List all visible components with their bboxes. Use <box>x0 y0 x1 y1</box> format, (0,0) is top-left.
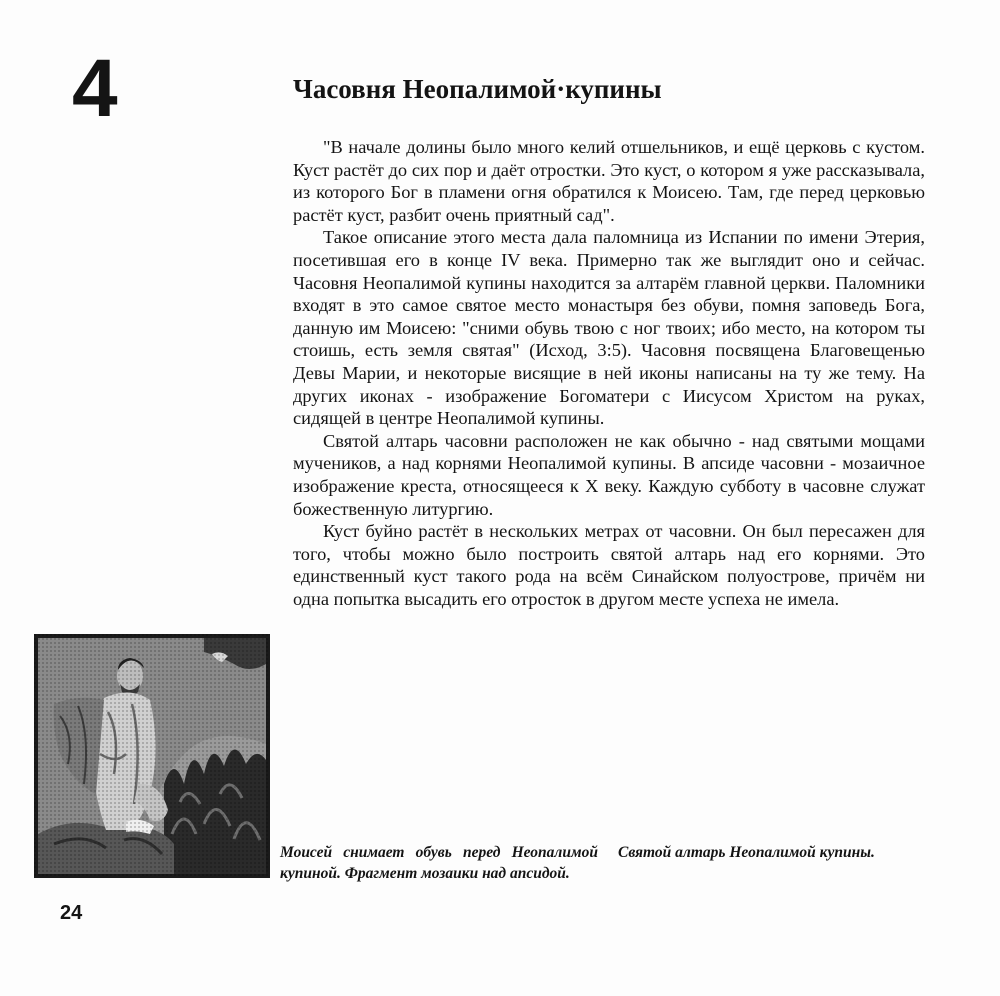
chapter-title: Часовня Неопалимой·купины <box>293 74 662 104</box>
article-body <box>293 136 925 610</box>
paragraph-altar: Святой алтарь часовни расположен не как обычно - над святыми мощами мучеников, а над корнями Неопалимой купины. В апсиде часовни - мозаичное изображение креста, относящееся к X веку. Каждую субботу в часовне служат божественную литургию. <box>293 430 925 519</box>
paragraph-quote: "В начале долины было много келий отшельников, и ещё церковь с кустом. Куст растёт до сих пор и даёт отростки. Это куст, о котором я уже рассказывала, из которого Бог в пламени огня обратился к Моисею. Там, где перед церковью растёт куст, разбит очень приятный сад". <box>293 137 925 225</box>
moses-mosaic-image <box>34 634 270 878</box>
mosaic-caption: Моисей снимает обувь перед Неопалимой купиной. Фрагмент мозаики над апсидой. <box>280 844 598 882</box>
paragraph-bush: Куст буйно растёт в нескольких метрах от часовни. Он был пересажен для того, чтобы можно было построить святой алтарь над его корнями. Это единственный куст такого рода на всём Синайском полуострове, причём ни одна попытка высадить его отросток в другом месте успеха не имела. <box>293 521 925 609</box>
chapter-number: 4 <box>72 43 116 134</box>
page-number: 24 <box>60 902 83 924</box>
altar-caption: Святой алтарь Неопалимой купины. <box>618 844 875 861</box>
paragraph-description: Такое описание этого места дала паломница из Испании по имени Этерия, посетившая его в конце IV века. Примерно так же выглядит оно и сейчас. Часовня Неопалимой купины находится за алтарём главной церкви. Паломники входят в это самое святое место монастыря без обуви, помня заповедь Бога, данную им Моисею: "сними обувь твою с ног твоих; ибо место, на котором ты стоишь, есть земля святая" (Исход, 3:5). Часовня посвящена Благовещенью Девы Марии, и некоторые висящие в ней иконы написаны на ту же тему. На других иконах - изображение Богоматери с Иисусом Христом на руках, сидящей в центре Неопалимой купины. <box>293 227 925 429</box>
